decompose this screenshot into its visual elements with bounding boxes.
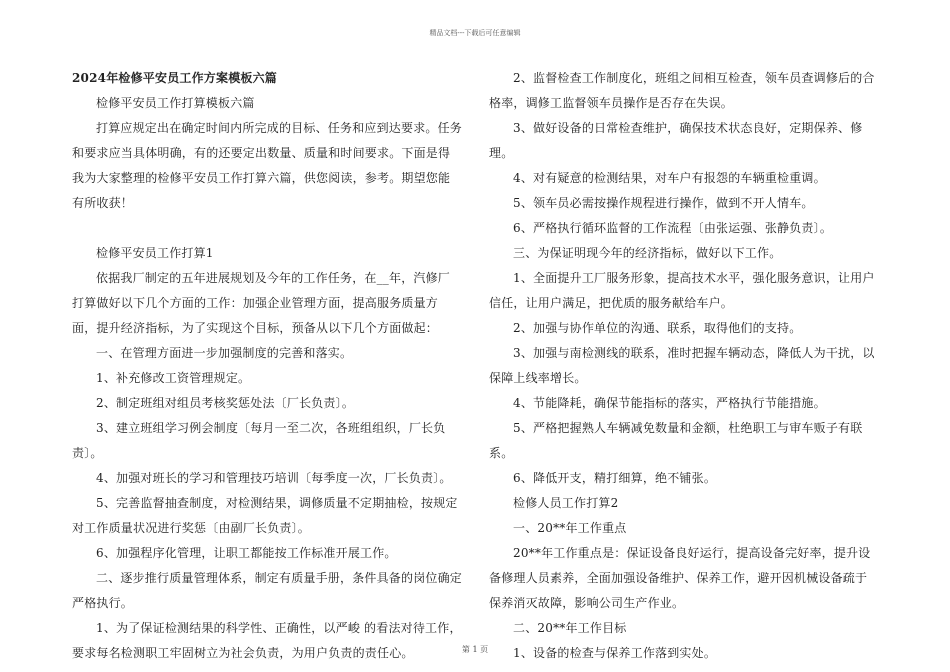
paragraph: 打算应规定出在确定时间内所完成的目标、任务和应到达要求。任务和要求应当具体明确，有的还要定出数量、质量和时间要求。下面是得我为大家整理的检修平安员工作打算六篇，供您阅读，参考。期望您能有所收获！ (72, 121, 463, 210)
paragraph: 4、节能降耗，确保节能指标的落实，严格执行节能措施。 (513, 396, 826, 410)
paragraph: 三、为保证明现今年的经济指标，做好以下工作。 (513, 246, 782, 260)
paragraph: 3、建立班组学习例会制度〔每月一至二次，各班组组织，厂长负责〕。 (72, 421, 446, 460)
paragraph: 6、降低开支，精打细算，绝不铺张。 (513, 471, 717, 485)
paragraph: 1、为了保证检测结果的科学性、正确性，以严峻 的看法对待工作，要求每名检测职工牢固树立为社会负责，为用户负责的责任心。 (72, 621, 462, 660)
paragraph: 3、加强与南检测线的联系，准时把握车辆动态，降低人为干扰，以保障上线率增长。 (489, 346, 875, 385)
paragraph: 二、20**年工作目标 (513, 621, 627, 635)
paragraph: 2、制定班组对组员考核奖惩处法〔厂长负责〕。 (96, 396, 355, 410)
paragraph: 1、设备的检查与保养工作落到实处。 (513, 646, 717, 660)
paragraph: 6、加强程序化管理，让职工都能按工作标准开展工作。 (96, 546, 397, 560)
paragraph: 二、逐步推行质量管理体系，制定有质量手册，条件具备的岗位确定严格执行。 (72, 571, 463, 610)
paragraph: 5、严格把握熟人车辆减免数量和金额，杜绝职工与审车贩子有联系。 (489, 421, 863, 460)
paragraph: 4、对有疑意的检测结果，对车户有报怨的车辆重检重调。 (513, 171, 826, 185)
paragraph: 5、完善监督抽查制度，对检测结果，调修质量不定期抽检，按规定对工作质量状况进行奖惩〔由副厂长负责〕。 (72, 496, 458, 535)
section-heading: 检修人员工作打算2 (513, 496, 619, 510)
paragraph: 20**年工作重点是：保证设备良好运行，提高设备完好率，提升设备修理人员素养，全面加强设备维护、保养工作，避开因机械设备疏于保养消灭故障，影响公司生产作业。 (489, 546, 871, 610)
section-heading: 检修平安员工作打算1 (96, 246, 214, 260)
paragraph: 一、20**年工作重点 (513, 521, 627, 535)
paragraph: 3、做好设备的日常检查维护，确保技术状态良好，定期保养、修理。 (489, 121, 863, 160)
paragraph: 2、加强与协作单位的沟通、联系，取得他们的支持。 (513, 321, 802, 335)
left-column (72, 66, 462, 666)
page-number: 第 1 页 (461, 645, 489, 654)
document-title: 2024年检修平安员工作方案模板六篇 (72, 71, 277, 85)
paragraph: 依据我厂制定的五年进展规划及今年的工作任务，在__年，汽修厂打算做好以下几个方面的工作：加强企业管理方面，提高服务质量方面，提升经济指标，为了实现这个目标，预备从以下几个方面做起： (72, 271, 451, 335)
paragraph: 1、全面提升工厂服务形象，提高技术水平，强化服务意识，让用户信任，让用户满足，把优质的服务献给车户。 (489, 271, 875, 310)
paragraph: 一、在管理方面进一步加强制度的完善和落实。 (96, 346, 353, 360)
paragraph: 1、补充修改工资管理规定。 (96, 371, 251, 385)
page-header: 精品文档---下载后可任意编辑 (429, 29, 521, 37)
paragraph: 检修平安员工作打算模板六篇 (96, 96, 255, 110)
paragraph: 6、严格执行循环监督的工作流程〔由张运强、张静负责〕。 (513, 221, 833, 235)
paragraph: 4、加强对班长的学习和管理技巧培训〔每季度一次，厂长负责〕。 (96, 471, 452, 485)
paragraph: 2、监督检查工作制度化，班组之间相互检查，领车员查调修后的合格率，调修工监督领车员操作是否存在失误。 (489, 71, 875, 110)
paragraph: 5、领车员必需按操作规程进行操作，做到不开人情车。 (513, 196, 814, 210)
right-column (489, 66, 879, 666)
